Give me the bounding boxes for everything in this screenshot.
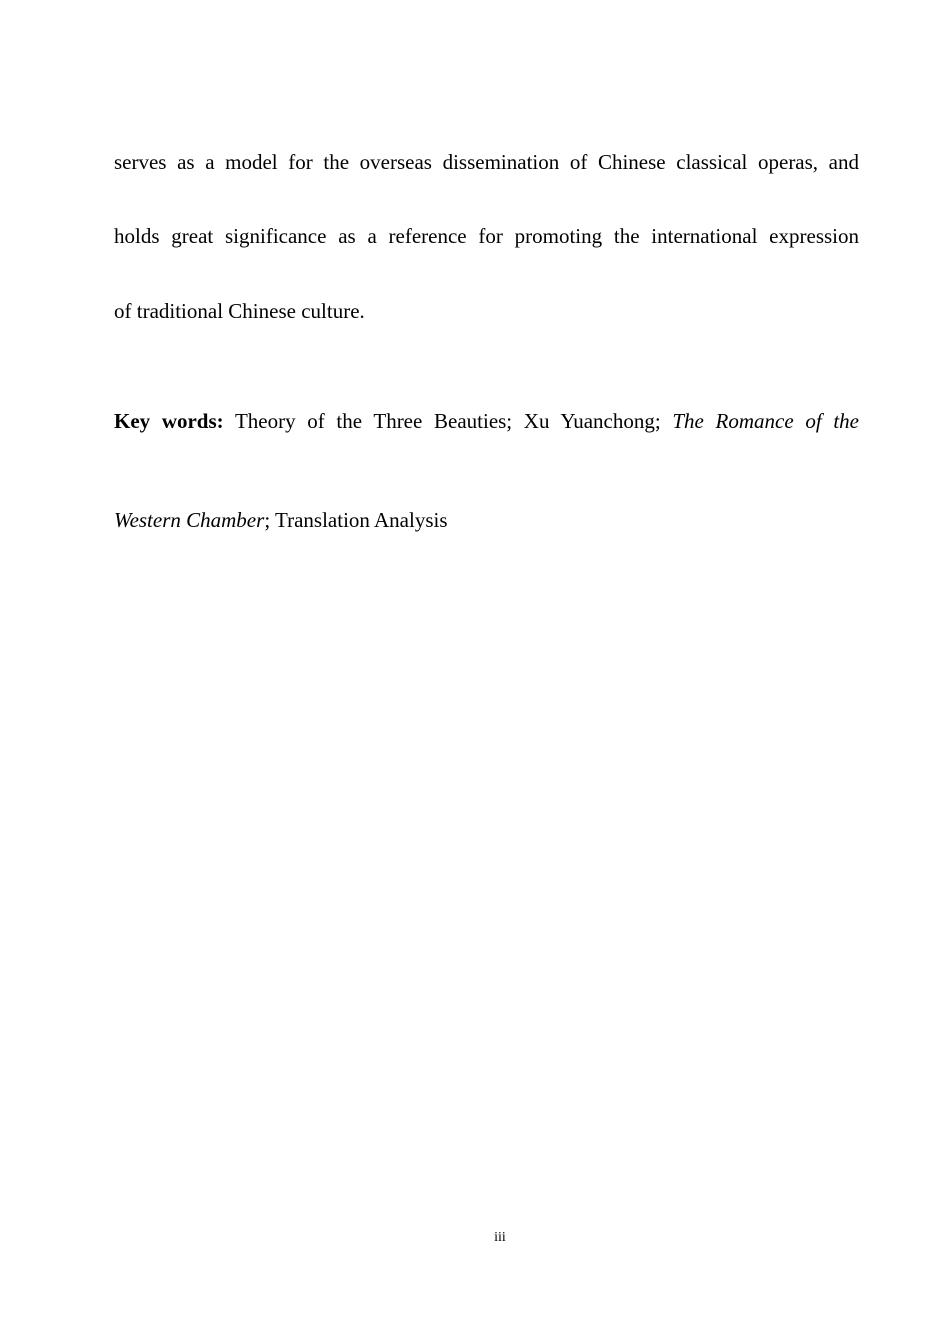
keywords-book-title-part1: The Romance of the (672, 409, 859, 433)
page-number: iii (494, 1230, 506, 1245)
keywords-line-2 (114, 508, 859, 532)
keywords-line-1 (114, 409, 859, 433)
keywords-label: Key words: (114, 409, 224, 433)
keywords-book-title-part2: Western Chamber (114, 508, 265, 532)
keywords-terms: Theory of the Three Beauties; Xu Yuanchong; (223, 409, 673, 433)
body-line-3: of traditional Chinese culture. (114, 299, 365, 323)
keywords-terms-end: ; Translation Analysis (264, 508, 448, 532)
body-line-1: serves as a model for the overseas dissemination of Chinese classical operas, and (114, 150, 859, 174)
body-line-2: holds great significance as a reference for promoting the international expression (114, 224, 859, 248)
